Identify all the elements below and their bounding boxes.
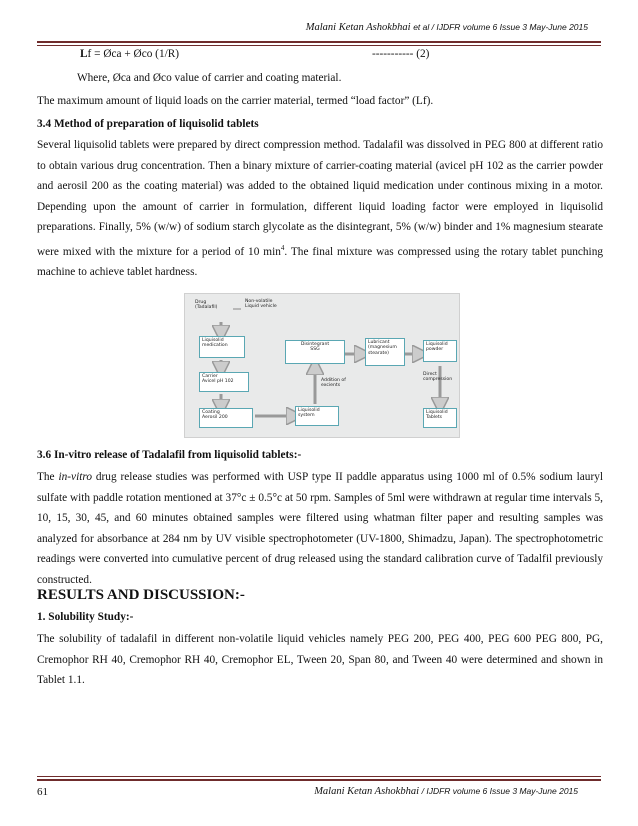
header-divider (37, 41, 601, 43)
flow-node-carrier: Carrier Avicel pH 102 (199, 372, 249, 392)
flow-node-powder: Liquisolid powder (423, 340, 457, 362)
flow-node-liquid-medication: Liquisolid medication (199, 336, 245, 358)
flow-node-lubricant: Lubricant (magnesium stearate) (365, 338, 405, 366)
section-3-6-paragraph: The in-vitro drug release studies was performed with USP type II paddle apparatus using 1000 ml of 0.5% sodium lauryl sulfate with paddle rotation mentioned at 37°c ± 0.5°c at 50 rpm. Samples of 5ml were withdrawn at regular time intervals 5, 10, 15, 30, 45, and 60 minutes obtained samples were filtered using whatman filter paper and resulting samples was analyzed for absorbance at 284 nm by UV visible spectrophotometer (UV-1800, Shimadzu, Japan). The spectrophotometric readings were converted into cumulative percent of drug released using the standard calibration curve of Tadalfil previously constructed. (37, 471, 603, 586)
running-header: Malani Ketan Ashokbhai et al / IJDFR volume 6 Issue 3 May-June 2015 (305, 22, 588, 33)
header-divider-thin (37, 45, 601, 46)
solubility-heading: 1. Solubility Study:- (37, 611, 134, 623)
results-heading: RESULTS AND DISCUSSION:- (37, 587, 245, 603)
solubility-paragraph: The solubility of tadalafil in different non-volatile liquid vehicles namely PEG 200, PEG 400, PEG 600 PEG 800, PG, Cremophor RH 40, Cremophor RH 40, Cremophor EL, Tween 20, Span 80, and Tween 40 were determined and shown in Tablet 1.1. (37, 633, 603, 686)
flow-node-tablets: Liquisolid Tablets (423, 408, 457, 428)
page-number: 61 (37, 786, 48, 798)
where-line: Where, Øca and Øco value of carrier and coating material. (77, 72, 342, 84)
preparation-flowchart (184, 293, 460, 438)
equation-number: ----------- (2) (372, 48, 430, 60)
flow-label-excipients: Addition of excients (321, 378, 346, 389)
load-factor-line: The maximum amount of liquid loads on the carrier material, termed “load factor” (Lf). (37, 95, 434, 107)
section-heading-3-6: 3.6 In-vitro release of Tadalafil from liquisolid tablets:- (37, 449, 302, 461)
flow-node-liquisolid-system: Liquisolid system (295, 406, 339, 426)
flow-node-drug: Drug (Tadalafil) (195, 300, 218, 311)
section-3-4-paragraph: Several liquisolid tablets were prepared by direct compression method. Tadalafil was dissolved in PEG 800 at different ratio to obtain various drug concentration. Then a binary mixture of carrier-coating material (avicel pH 102 as the carrier powder and aerosil 200 as the coating material) was added to the obtained liquid medication under continous mixing in a motor. Depending upon the amount of carrier in formulation, different liquid loading factor were employed in liquisolid preparations. Finally, 5% (w/w) of sodium starch glycolate as the disintegrant, 5% (w/w) binder and 1% magnesium stearate were mixed with the mixture for a period of 10 $\min^4$. The final mixture was compressed using the rotary tablet punching machine to achieve tablet hardness. (37, 139, 603, 278)
flow-node-vehicle: Non-volatile Liquid vehicle (245, 299, 277, 310)
running-footer: Malani Ketan Ashokbhai / IJDFR volume 6 Issue 3 May-June 2015 (314, 786, 578, 797)
footer-divider (37, 779, 601, 781)
section-heading-3-4: 3.4 Method of preparation of liquisolid tablets (37, 118, 259, 130)
footer-divider-thin (37, 776, 601, 777)
flow-label-compression: Direct compression (423, 372, 453, 383)
flow-node-coating: Coating Aerosil 200 (199, 408, 253, 428)
equation: Lf = Øca + Øco (1/R) (80, 48, 180, 60)
flow-node-disintegrant: Disintegrant SSG (285, 340, 345, 364)
